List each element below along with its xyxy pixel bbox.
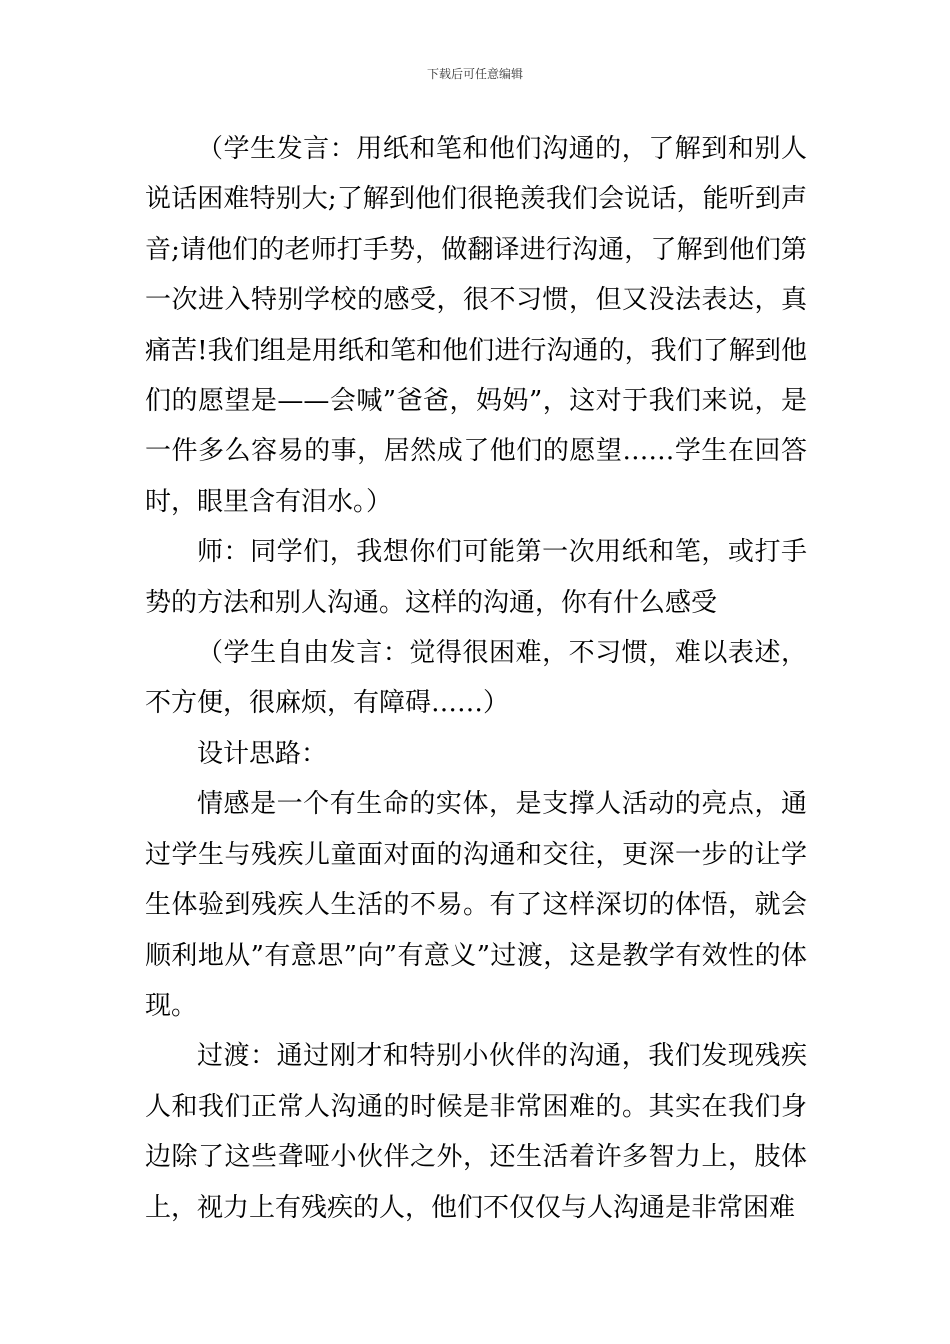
- document-body: [145, 124, 807, 1233]
- paragraph-design-rationale: 情感是一个有生命的实体，是支撑人活动的亮点，通过学生与残疾儿童面对面的沟通和交往，更深一步的让学生体验到残疾人生活的不易。有了这样深切的体悟，就会顺利地从”有意思”向”有意义”过渡，这是教学有效性的体现。: [145, 789, 807, 1021]
- page-header: 下载后可任意编辑: [426, 67, 523, 81]
- paragraph-design-heading: 设计思路：: [197, 738, 328, 769]
- paragraph-student-remarks: （学生发言：用纸和笔和他们沟通的，了解到和别人说话困难特别大;了解到他们很艳羡我们会说话，能听到声音;请他们的老师打手势，做翻译进行沟通，了解到他们第一次进入特别学校的感受，很不习惯，但又没法表达，真痛苦!我们组是用纸和笔和他们进行沟通的，我们了解到他们的愿望是——会喊”爸爸，妈妈”，这对于我们来说，是一件多么容易的事，居然成了他们的愿望……学生在回答时，眼里含有泪水。）: [145, 134, 807, 517]
- paragraph-student-free-remarks: （学生自由发言：觉得很困难，不习惯，难以表述，不方便，很麻烦，有障碍……）: [145, 638, 807, 719]
- paragraph-teacher-question: 师：同学们，我想你们可能第一次用纸和笔，或打手势的方法和别人沟通。这样的沟通，你有什么感受: [145, 537, 807, 618]
- paragraph-transition: 过渡：通过刚才和特别小伙伴的沟通，我们发现残疾人和我们正常人沟通的时候是非常困难的。其实在我们身边除了这些聋哑小伙伴之外，还生活着许多智力上，肢体上，视力上有残疾的人，他们不仅仅与人沟通是非常困难: [145, 1041, 807, 1223]
